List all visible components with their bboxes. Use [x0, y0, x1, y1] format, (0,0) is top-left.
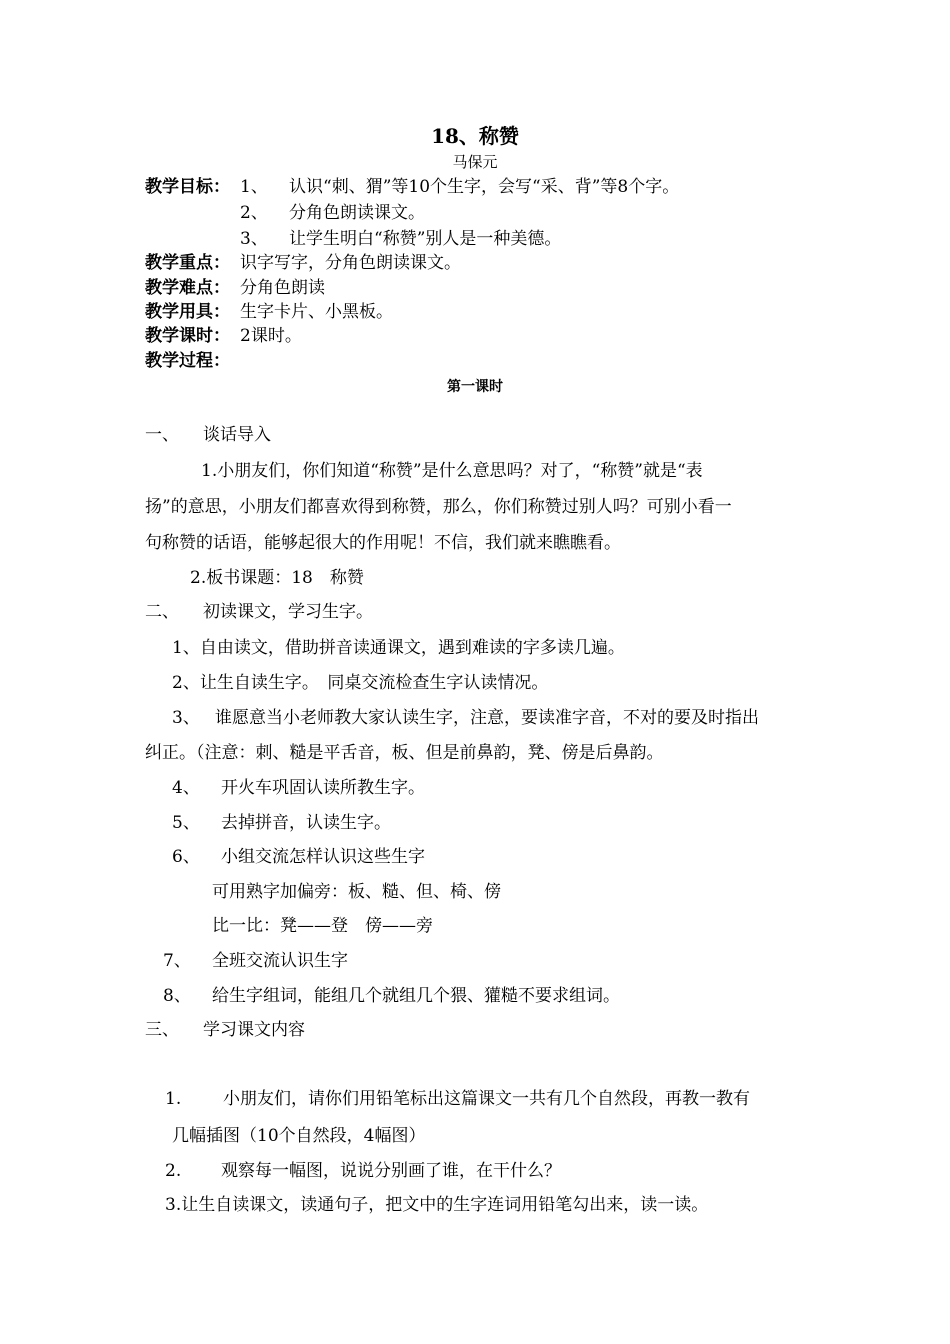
hours-label: 教学课时： — [145, 326, 230, 346]
section-2-number: 二、 — [145, 602, 179, 622]
section-3-item-2-text: 观察每一幅图，说说分别画了谁，在干什么？ — [221, 1161, 561, 1181]
section-2-item-5-number: 5、 — [172, 813, 200, 833]
goal-2-number: 2、 — [240, 203, 268, 223]
section-2-item-6-sub-2: 比一比：凳——登 傍——旁 — [212, 916, 433, 936]
section-1-number: 一、 — [145, 425, 179, 445]
section-2-item-4-number: 4、 — [172, 778, 200, 798]
goal-1-text: 认识“刺、猬”等10个生字，会写“采、背”等8个字。 — [289, 177, 680, 197]
goal-3-number: 3、 — [240, 229, 268, 249]
section-2-item-6-text: 小组交流怎样认识这些生字 — [221, 847, 425, 867]
section-2-title: 初读课文，学习生字。 — [203, 602, 373, 622]
lesson-heading: 第一课时 — [447, 379, 503, 395]
section-2-item-6-sub-1: 可用熟字加偏旁：板、糙、但、椅、傍 — [212, 882, 501, 902]
section-3-title: 学习课文内容 — [203, 1020, 305, 1040]
key-point-label: 教学重点： — [145, 253, 230, 273]
section-3-item-1-number: 1. — [165, 1089, 182, 1109]
section-2-item-1: 1、自由读文，借助拼音读通课文，遇到难读的字多读几遍。 — [172, 638, 625, 658]
goal-2-text: 分角色朗读课文。 — [289, 203, 425, 223]
process-label: 教学过程： — [145, 351, 230, 371]
section-1-board-title: 2.板书课题：18 称赞 — [190, 568, 364, 588]
section-1-paragraph-line: 扬”的意思，小朋友们都喜欢得到称赞，那么，你们称赞过别人吗？可别小看一 — [145, 497, 732, 517]
section-2-item-3-number: 3、 — [172, 708, 200, 728]
author-name: 马保元 — [452, 153, 498, 171]
section-1-paragraph-line: 句称赞的话语，能够起很大的作用呢！不信，我们就来瞧瞧看。 — [145, 533, 621, 553]
section-3-item-1-line: 几幅插图（10个自然段，4幅图） — [172, 1126, 426, 1146]
section-2-item-3-line: 谁愿意当小老师教大家认读生字，注意，要读准字音，不对的要及时指出 — [215, 708, 759, 728]
tools-label: 教学用具： — [145, 302, 230, 322]
goal-label: 教学目标： — [145, 177, 230, 197]
section-2-item-7-text: 全班交流认识生字 — [212, 951, 348, 971]
section-2-item-3-line: 纠正。（注意：刺、糙是平舌音，板、但是前鼻韵，凳、傍是后鼻韵。 — [145, 743, 664, 763]
section-2-item-7-number: 7、 — [163, 951, 191, 971]
section-2-item-2: 2、让生自读生字。 同桌交流检查生字认读情况。 — [172, 673, 549, 693]
document-title: 18、称赞 — [431, 124, 519, 148]
section-3-item-2-number: 2. — [165, 1161, 182, 1181]
section-3-item-3: 3.让生自读课文，读通句子，把文中的生字连词用铅笔勾出来，读一读。 — [165, 1195, 709, 1215]
section-2-item-6-number: 6、 — [172, 847, 200, 867]
section-1-paragraph-line: 1.小朋友们，你们知道“称赞”是什么意思吗？对了，“称赞”就是“表 — [201, 461, 703, 481]
section-3-item-1-line: 小朋友们，请你们用铅笔标出这篇课文一共有几个自然段，再教一教有 — [223, 1089, 750, 1109]
key-point-text: 识字写字，分角色朗读课文。 — [240, 253, 461, 273]
section-2-item-4-text: 开火车巩固认读所教生字。 — [221, 778, 425, 798]
section-2-item-5-text: 去掉拼音，认读生字。 — [221, 813, 391, 833]
tools-text: 生字卡片、小黑板。 — [240, 302, 393, 322]
goal-3-text: 让学生明白“称赞”别人是一种美德。 — [289, 229, 562, 249]
section-1-title: 谈话导入 — [203, 425, 271, 445]
goal-1-number: 1、 — [240, 177, 268, 197]
section-3-number: 三、 — [145, 1020, 179, 1040]
section-2-item-8-number: 8、 — [163, 986, 191, 1006]
section-2-item-8-text: 给生字组词，能组几个就组几个猥、獾糙不要求组词。 — [212, 986, 620, 1006]
hours-text: 2课时。 — [240, 326, 302, 346]
difficulty-text: 分角色朗读 — [240, 278, 325, 298]
difficulty-label: 教学难点： — [145, 278, 230, 298]
